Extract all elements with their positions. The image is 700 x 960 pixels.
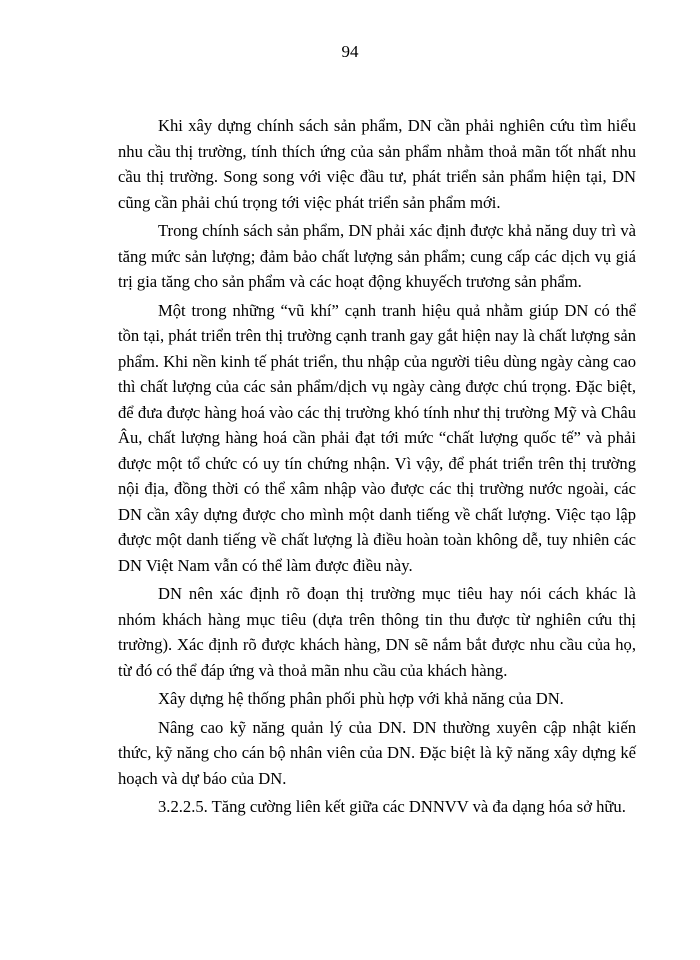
paragraph-product-policy: Khi xây dựng chính sách sản phẩm, DN cần phải nghiên cứu tìm hiểu nhu cầu thị trường, tính thích ứng của sản phẩm nhằm thoả mãn tốt nhất nhu cầu thị trường. Song song với việc đầu tư, phát triển sản phẩm hiện tại, DN cũng cần phải chú trọng tới việc phát triển sản phẩm mới. xyxy=(118,116,636,212)
body-text xyxy=(118,113,636,823)
paragraph-quality-competition: Một trong những “vũ khí” cạnh tranh hiệu quả nhằm giúp DN có thể tồn tại, phát triển trên thị trường cạnh tranh gay gắt hiện nay là chất lượng sản phẩm. Khi nền kinh tế phát triển, thu nhập của người tiêu dùng ngày càng cao thì chất lượng của các sản phẩm/dịch vụ ngày càng được chú trọng. Đặc biệt, để đưa được hàng hoá vào các thị trường khó tính như thị trường Mỹ và Châu Âu, chất lượng hàng hoá cần phải đạt tới mức “chất lượng quốc tế” và phải được một tổ chức có uy tín chứng nhận. Vì vậy, để phát triển trên thị trường nội địa, đồng thời có thể xâm nhập vào được các thị trường nước ngoài, các DN cần xây dựng được cho mình một danh tiếng về chất lượng. Việc tạo lập được một danh tiếng về chất lượng là điều hoàn toàn không dễ, tuy nhiên các DN Việt Nam vẫn có thể làm được điều này. xyxy=(118,300,636,575)
paragraph-product-policy-output: Trong chính sách sản phẩm, DN phải xác định được khả năng duy trì và tăng mức sản lượng; đảm bảo chất lượng sản phẩm; cung cấp các dịch vụ giá trị gia tăng cho sản phẩm và các hoạt động khuyếch trương sản phẩm. xyxy=(118,221,636,291)
page-number: 94 xyxy=(341,42,359,61)
paragraph-target-market: DN nên xác định rõ đoạn thị trường mục tiêu hay nói cách khác là nhóm khách hàng mục tiêu (dựa trên thông tin thu được từ nghiên cứu thị trường). Xác định rõ được khách hàng, DN sẽ nắm bắt được nhu cầu của họ, từ đó có thể đáp ứng và thoả mãn nhu cầu của khách hàng. xyxy=(118,584,636,680)
paragraph-distribution-system: Xây dựng hệ thống phân phối phù hợp với khả năng của DN. xyxy=(158,689,564,708)
paragraph-management-skills: Nâng cao kỹ năng quản lý của DN. DN thường xuyên cập nhật kiến thức, kỹ năng cho cán bộ nhân viên của DN. Đặc biệt là kỹ năng xây dựng kế hoạch và dự báo của DN. xyxy=(118,717,636,788)
section-heading: 3.2.2.5. Tăng cường liên kết giữa các DNNVV và đa dạng hóa sở hữu. xyxy=(158,797,626,816)
